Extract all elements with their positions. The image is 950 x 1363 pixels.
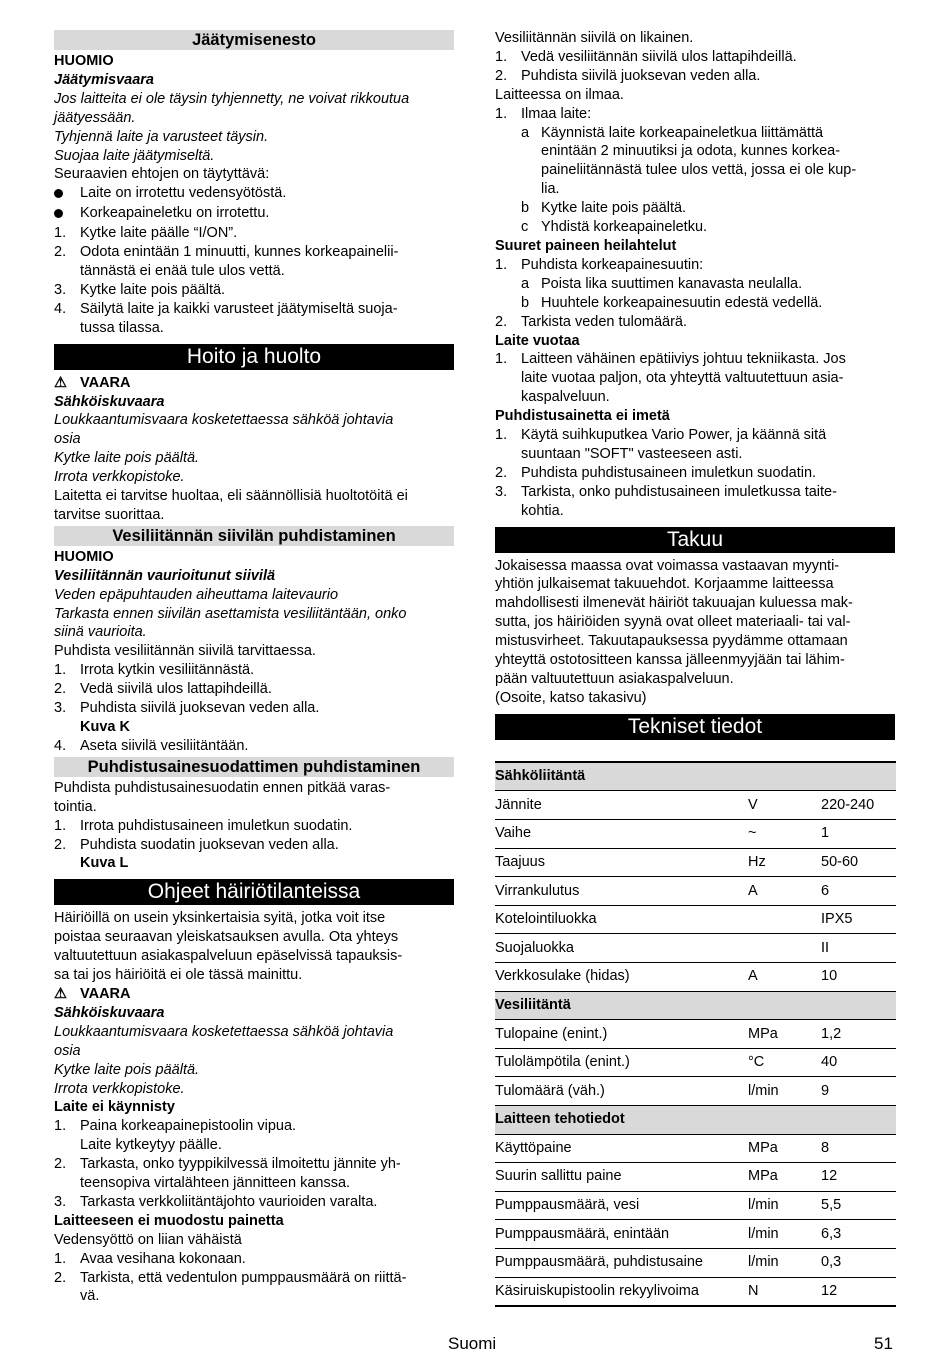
bullet-icon <box>54 189 63 198</box>
section-heading-frost-protection: Jäätymisenesto <box>54 30 454 50</box>
paragraph: Häiriöillä on usein yksinkertaisia syitä, jotka voit itse <box>54 910 386 927</box>
hazard-title: Vesiliitännän vaurioitunut siivilä <box>54 567 276 584</box>
list-item: 2. Puhdista suodatin juoksevan veden alla. <box>54 836 339 853</box>
paragraph: yhteyttä ostotositteen kanssa jälleenmyyjään tai lähim- <box>495 652 845 669</box>
table-row: Tulopaine (enint.) MPa 1,2 <box>495 1020 896 1049</box>
table-row: Pumppausmäärä, puhdistusaine l/min 0,3 <box>495 1248 896 1277</box>
section-heading-detergent-filter: Puhdistusainesuodattimen puhdistaminen <box>54 757 454 777</box>
notice-label: HUOMIO <box>54 548 114 565</box>
table-row: Käyttöpaine MPa 8 <box>495 1134 896 1163</box>
paragraph: sa tai jos häiriöitä ei ole tässä mainittu. <box>54 967 303 984</box>
list-item: 2. Puhdista siivilä juoksevan veden alla. <box>495 67 761 84</box>
hazard-text: Suojaa laite jäätymiseltä. <box>54 147 215 164</box>
list-item: 3. Tarkasta verkkoliitäntäjohto vaurioiden varalta. <box>54 1193 378 1210</box>
table-row: Vaihe ~ 1 <box>495 820 896 849</box>
hazard-text: Loukkaantumisvaara kosketettaessa sähköä johtavia <box>54 412 394 429</box>
table-row: Verkkosulake (hidas) A 10 <box>495 962 896 991</box>
paragraph: Puhdista puhdistusainesuodatin ennen pitkää varas- <box>54 779 391 796</box>
footer-language: Suomi <box>448 1334 497 1353</box>
page-number: 51 <box>874 1334 893 1353</box>
table-row: Tulolämpötila (enint.) °C 40 <box>495 1048 896 1077</box>
paragraph: Vesiliitännän siivilä on likainen. <box>495 30 694 46</box>
hazard-text: osia <box>54 1042 81 1059</box>
paragraph: poistaa seuraavan yleiskatsauksen avulla. Ota yhteys <box>54 929 399 946</box>
table-row: Pumppausmäärä, vesi l/min 5,5 <box>495 1191 896 1220</box>
subheading: Laite ei käynnisty <box>54 1099 175 1116</box>
section-heading-maintenance: Hoito ja huolto <box>54 344 454 370</box>
table-row: Käsiruiskupistoolin rekyylivoima N 12 <box>495 1277 896 1306</box>
paragraph: tarvitse suorittaa. <box>54 506 165 523</box>
table-section-row: Laitteen tehotiedot <box>495 1105 896 1134</box>
list-item: 1. Paina korkeapainepistoolin vipua. Laite kytkeytyy päälle. <box>54 1118 297 1154</box>
paragraph: Laitteessa on ilmaa. <box>495 86 624 103</box>
table-row: Pumppausmäärä, enintään l/min 6,3 <box>495 1220 896 1249</box>
left-column <box>54 29 454 1306</box>
list-item: 2. Odota enintään 1 minuutti, kunnes korkeapainelii- tännästä ei enää tule ulos vettä. <box>54 244 399 279</box>
subheading: Suuret paineen heilahtelut <box>495 237 677 254</box>
list-item: 2. Tarkista veden tulomäärä. <box>495 313 688 330</box>
paragraph: (Osoite, katso takasivu) <box>495 689 647 706</box>
hazard-text: Kytke laite pois päältä. <box>54 450 200 467</box>
paragraph: sutta, jos häiriöiden syynä ovat olleet materiaali- tai val- <box>495 614 851 631</box>
list-item: 1. Laitteen vähäinen epätiiviys johtuu tekniikasta. Jos laite vuotaa paljon, ota yhteyttä valtuutettuun asia- kaspalveluun. <box>495 351 846 406</box>
list-item: 1. Puhdista korkeapainesuutin: <box>495 256 704 273</box>
hazard-text: osia <box>54 431 81 448</box>
sub-list-item: b Kytke laite pois päältä. <box>521 200 687 217</box>
hazard-title: Sähköiskuvaara <box>54 393 165 410</box>
list-item: 2. Tarkista, että vedentulon pumppausmäärä on riittä- vä. <box>54 1269 407 1305</box>
sub-list-item: a Poista lika suuttimen kanavasta neulalla. <box>521 275 803 292</box>
list-item: 1. Irrota kytkin vesiliitännästä. <box>54 662 255 679</box>
notice-label: HUOMIO <box>54 53 114 69</box>
figure-reference: Kuva L <box>80 855 129 872</box>
hazard-text: Loukkaantumisvaara kosketettaessa sähköä johtavia <box>54 1023 394 1040</box>
hazard-text: Tyhjennä laite ja varusteet täysin. <box>54 128 269 145</box>
bullet-icon <box>54 209 63 218</box>
list-item: 1. Avaa vesihana kokonaan. <box>54 1250 246 1267</box>
hazard-title: Jäätymisvaara <box>54 71 154 88</box>
paragraph: tointia. <box>54 798 97 815</box>
subheading: Puhdistusainetta ei imetä <box>495 408 670 425</box>
subheading: Laite vuotaa <box>495 332 580 349</box>
paragraph: yhtiön julkaisemat takuuehdot. Korjaamme laitteessa <box>495 576 834 593</box>
table-row: Jännite V 220-240 <box>495 791 896 820</box>
paragraph: Puhdista vesiliitännän siivilä tarvittaessa. <box>54 643 316 660</box>
figure-reference: Kuva K <box>80 719 130 735</box>
hazard-text: siinä vaurioita. <box>54 624 147 641</box>
danger-label: ⚠ VAARA <box>54 374 131 391</box>
list-item: 3. Tarkista, onko puhdistusaineen imuletkussa taite- kohtia. <box>495 483 837 519</box>
bullet-item: Laite on irrotettu vedensyötöstä. <box>54 184 454 204</box>
section-heading-warranty: Takuu <box>495 527 895 553</box>
paragraph: valtuutettuun asiakaspalveluun epäselvissä tapauksis- <box>54 948 403 965</box>
table-section-row: Vesiliitäntä <box>495 991 896 1020</box>
list-item: 4. Säilytä laite ja kaikki varusteet jäätymiseltä suoja- tussa tilassa. <box>54 300 398 336</box>
list-item: 2. Tarkasta, onko tyyppikilvessä ilmoitettu jännite yh- teensopiva virtalähteen jännitteen kanssa. <box>54 1156 401 1192</box>
hazard-text: jäätyessään. <box>54 109 136 126</box>
sub-list-item: a Käynnistä laite korkeapaineletkua liittämättä enintään 2 minuutiksi ja odota, kunnes korkea- paineliitännästä tulee ulos vettä, jossa ei ole kup- lia. <box>521 124 857 198</box>
paragraph: mistusvirheet. Takuutapauksessa pyydämme ottamaan <box>495 633 848 650</box>
table-row: Suurin sallittu paine MPa 12 <box>495 1163 896 1192</box>
hazard-text: Irrota verkkopistoke. <box>54 1080 185 1097</box>
paragraph: Seuraavien ehtojen on täytyttävä: <box>54 166 270 183</box>
hazard-text: Jos laitteita ei ole täysin tyhjennetty, ne voivat rikkoutua <box>54 90 410 107</box>
sub-list-item: b Huuhtele korkeapainesuutin edestä vedellä. <box>521 294 823 311</box>
subheading: Laitteeseen ei muodostu painetta <box>54 1212 284 1229</box>
section-heading-technical-data: Tekniset tiedot <box>495 714 895 740</box>
paragraph: pään valtuutettuun asiakaspalveluun. <box>495 671 734 687</box>
danger-label: ⚠ VAARA <box>54 985 131 1002</box>
hazard-text: Irrota verkkopistoke. <box>54 469 185 486</box>
list-item: 4. Aseta siivilä vesiliitäntään. <box>54 737 249 754</box>
hazard-text: Tarkasta ennen siivilän asettamista vesiliitäntään, onko <box>54 605 407 622</box>
table-row: Suojaluokka II <box>495 934 896 963</box>
paragraph: Vedensyöttö on liian vähäistä <box>54 1231 242 1248</box>
paragraph: Jokaisessa maassa ovat voimassa vastaavan myynti- <box>495 557 840 574</box>
table-row: Tulomäärä (väh.) l/min 9 <box>495 1077 896 1106</box>
technical-data-table <box>495 761 896 1307</box>
table-row: Kotelointiluokka IPX5 <box>495 905 896 934</box>
list-item: 3. Kytke laite pois päältä. <box>54 281 226 298</box>
list-item: 2. Puhdista puhdistusaineen imuletkun suodatin. <box>495 464 817 481</box>
list-item: 1. Käytä suihkuputkea Vario Power, ja käännä sitä suuntaan "SOFT" vasteeseen asti. <box>495 427 827 462</box>
hazard-text: Kytke laite pois päältä. <box>54 1061 200 1078</box>
list-item: 1. Kytke laite päälle “I/ON”. <box>54 225 238 242</box>
table-row: Virrankulutus A 6 <box>495 877 896 906</box>
list-item: 1. Vedä vesiliitännän siivilä ulos lattapihdeillä. <box>495 48 797 65</box>
section-heading-troubleshooting: Ohjeet häiriötilanteissa <box>54 879 454 905</box>
table-row: Taajuus Hz 50-60 <box>495 848 896 877</box>
warning-triangle-icon: ⚠ <box>54 985 67 1002</box>
table-section-row: Sähköliitäntä <box>495 762 896 791</box>
list-item: 2. Vedä siivilä ulos lattapihdeillä. <box>54 681 272 698</box>
list-item: 3. Puhdista siivilä juoksevan veden alla. <box>54 700 320 717</box>
hazard-title: Sähköiskuvaara <box>54 1004 165 1021</box>
list-item: 1. Irrota puhdistusaineen imuletkun suodatin. <box>54 817 353 834</box>
hazard-text: Veden epäpuhtauden aiheuttama laitevaurio <box>54 586 339 603</box>
section-heading-water-filter: Vesiliitännän siivilän puhdistaminen <box>54 526 454 546</box>
warning-triangle-icon: ⚠ <box>54 374 67 391</box>
right-column <box>495 29 895 1307</box>
bullet-item: Korkeapaineletku on irrotettu. <box>54 204 454 224</box>
paragraph: Laitetta ei tarvitse huoltaa, eli säännöllisiä huoltotöitä ei <box>54 488 408 505</box>
list-item: 1. Ilmaa laite: <box>495 105 592 122</box>
sub-list-item: c Yhdistä korkeapaineletku. <box>521 219 708 236</box>
paragraph: mahdollisesti ilmenevät häiriöt takuuajan kuluessa mak- <box>495 595 853 612</box>
